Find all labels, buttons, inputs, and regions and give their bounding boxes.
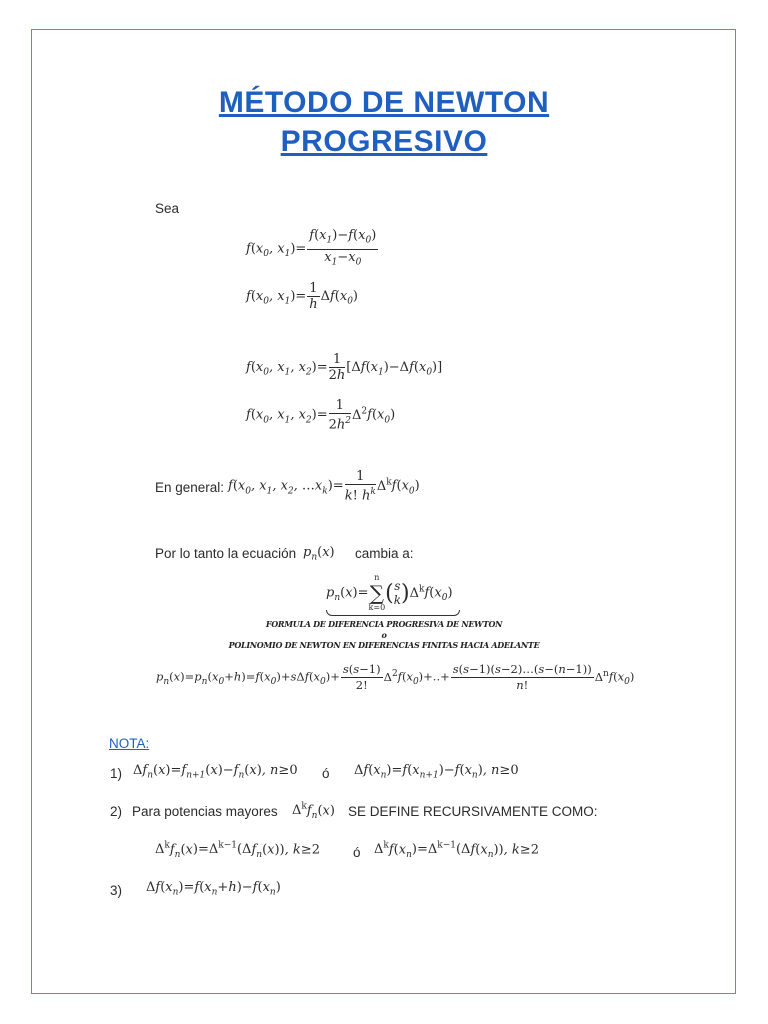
caption-polinomio: POLINOMIO DE NEWTON EN DIFERENCIAS FINITAS HACIA ADELANTE <box>228 640 540 650</box>
en-general-label: En general: <box>155 480 225 495</box>
note-1-equation-a: $\Delta f_n(x)=f_{n+1}(x)-f_n(x)$, n≥0 <box>133 763 298 781</box>
note-2-equation-b: $\Delta^kf(x_n)=\Delta^{k-1}(\Delta f(x_n))$, k≥2 <box>374 841 539 860</box>
note-3-equation: $\Delta f(x_n)=f(x_n+h)-f(x_n)$ <box>146 880 281 898</box>
por-lo-tanto-label: Por lo tanto la ecuación <box>155 546 297 561</box>
caption-formula: FORMULA DE DIFERENCIA PROGRESIVA DE NEWTON <box>265 619 503 629</box>
equation-newton-expansion: $p_n(x)=p_n(x_0+h)=f(x_0)+s\Delta f(x_0)+$ $\frac{s(s-1)}{2!}$ $\Delta^2f(x_0)+..+$ $\frac{s(s-1)(s-2)\dots(s-(n-1))}{n!}$ $\Delta^nf(x_0)$ <box>156 662 635 692</box>
note-2-or: ó <box>353 845 361 860</box>
note-2-text-b: SE DEFINE RECURSIVAMENTE COMO: <box>348 804 598 819</box>
equation-divided-difference-2: $f(x_0$, $x_1)=$ $\frac{1}{h}$ $\Delta f(x_0)$ <box>246 281 358 312</box>
equation-second-difference-2: $f(x_0$, $x_1$, $x_2)=$ $\frac{1}{2h^2}$ $\Delta^2f(x_0)$ <box>246 398 396 433</box>
note-1-or: ó <box>322 766 330 781</box>
equation-newton-sum: $p_n(x)=$ n ∑ k=0 (s $k)\Delta^kf(x_0)$ <box>326 573 453 612</box>
note-1-number: 1) <box>110 766 123 781</box>
page-title-line1: MÉTODO DE NEWTON <box>218 86 550 119</box>
note-2-number: 2) <box>110 804 123 819</box>
pn-symbol: $p_n(x)$ <box>303 545 335 563</box>
note-3-number: 3) <box>110 883 123 898</box>
sea-label: Sea <box>155 201 180 216</box>
note-2-text-a: Para potencias mayores <box>132 804 278 819</box>
underbrace <box>326 610 460 616</box>
caption-o: o <box>381 630 387 640</box>
note-2-equation-a: $\Delta^kf_n(x)=\Delta^{k-1}(\Delta f_n(x))$, k≥2 <box>155 841 320 860</box>
note-2-symbol: $\Delta^kf_n(x)$ <box>292 802 335 821</box>
equation-second-difference-1: $f(x_0$, $x_1$, $x_2)=$ $\frac{1}{2h}$ $[\Delta f(x_1)-\Delta f(x_0)]$ <box>246 352 443 383</box>
page-title-line2: PROGRESIVO <box>280 125 488 158</box>
equation-divided-difference-1: $f(x_0$, $x_1)=$ $\frac{f(x_1)-f(x_0)}{x_1-x_0}$ <box>246 228 377 268</box>
nota-heading: NOTA: <box>109 736 150 751</box>
equation-general: $f(x_0$, $x_1$, $x_2$, $\dots x_k)=$ $\frac{1}{k! h^k}$ $\Delta^kf(x_0)$ <box>228 469 420 504</box>
note-1-equation-b: $\Delta f(x_n)=f(x_{n+1})-f(x_n)$, n≥0 <box>354 763 519 781</box>
cambia-a-label: cambia a: <box>355 546 414 561</box>
